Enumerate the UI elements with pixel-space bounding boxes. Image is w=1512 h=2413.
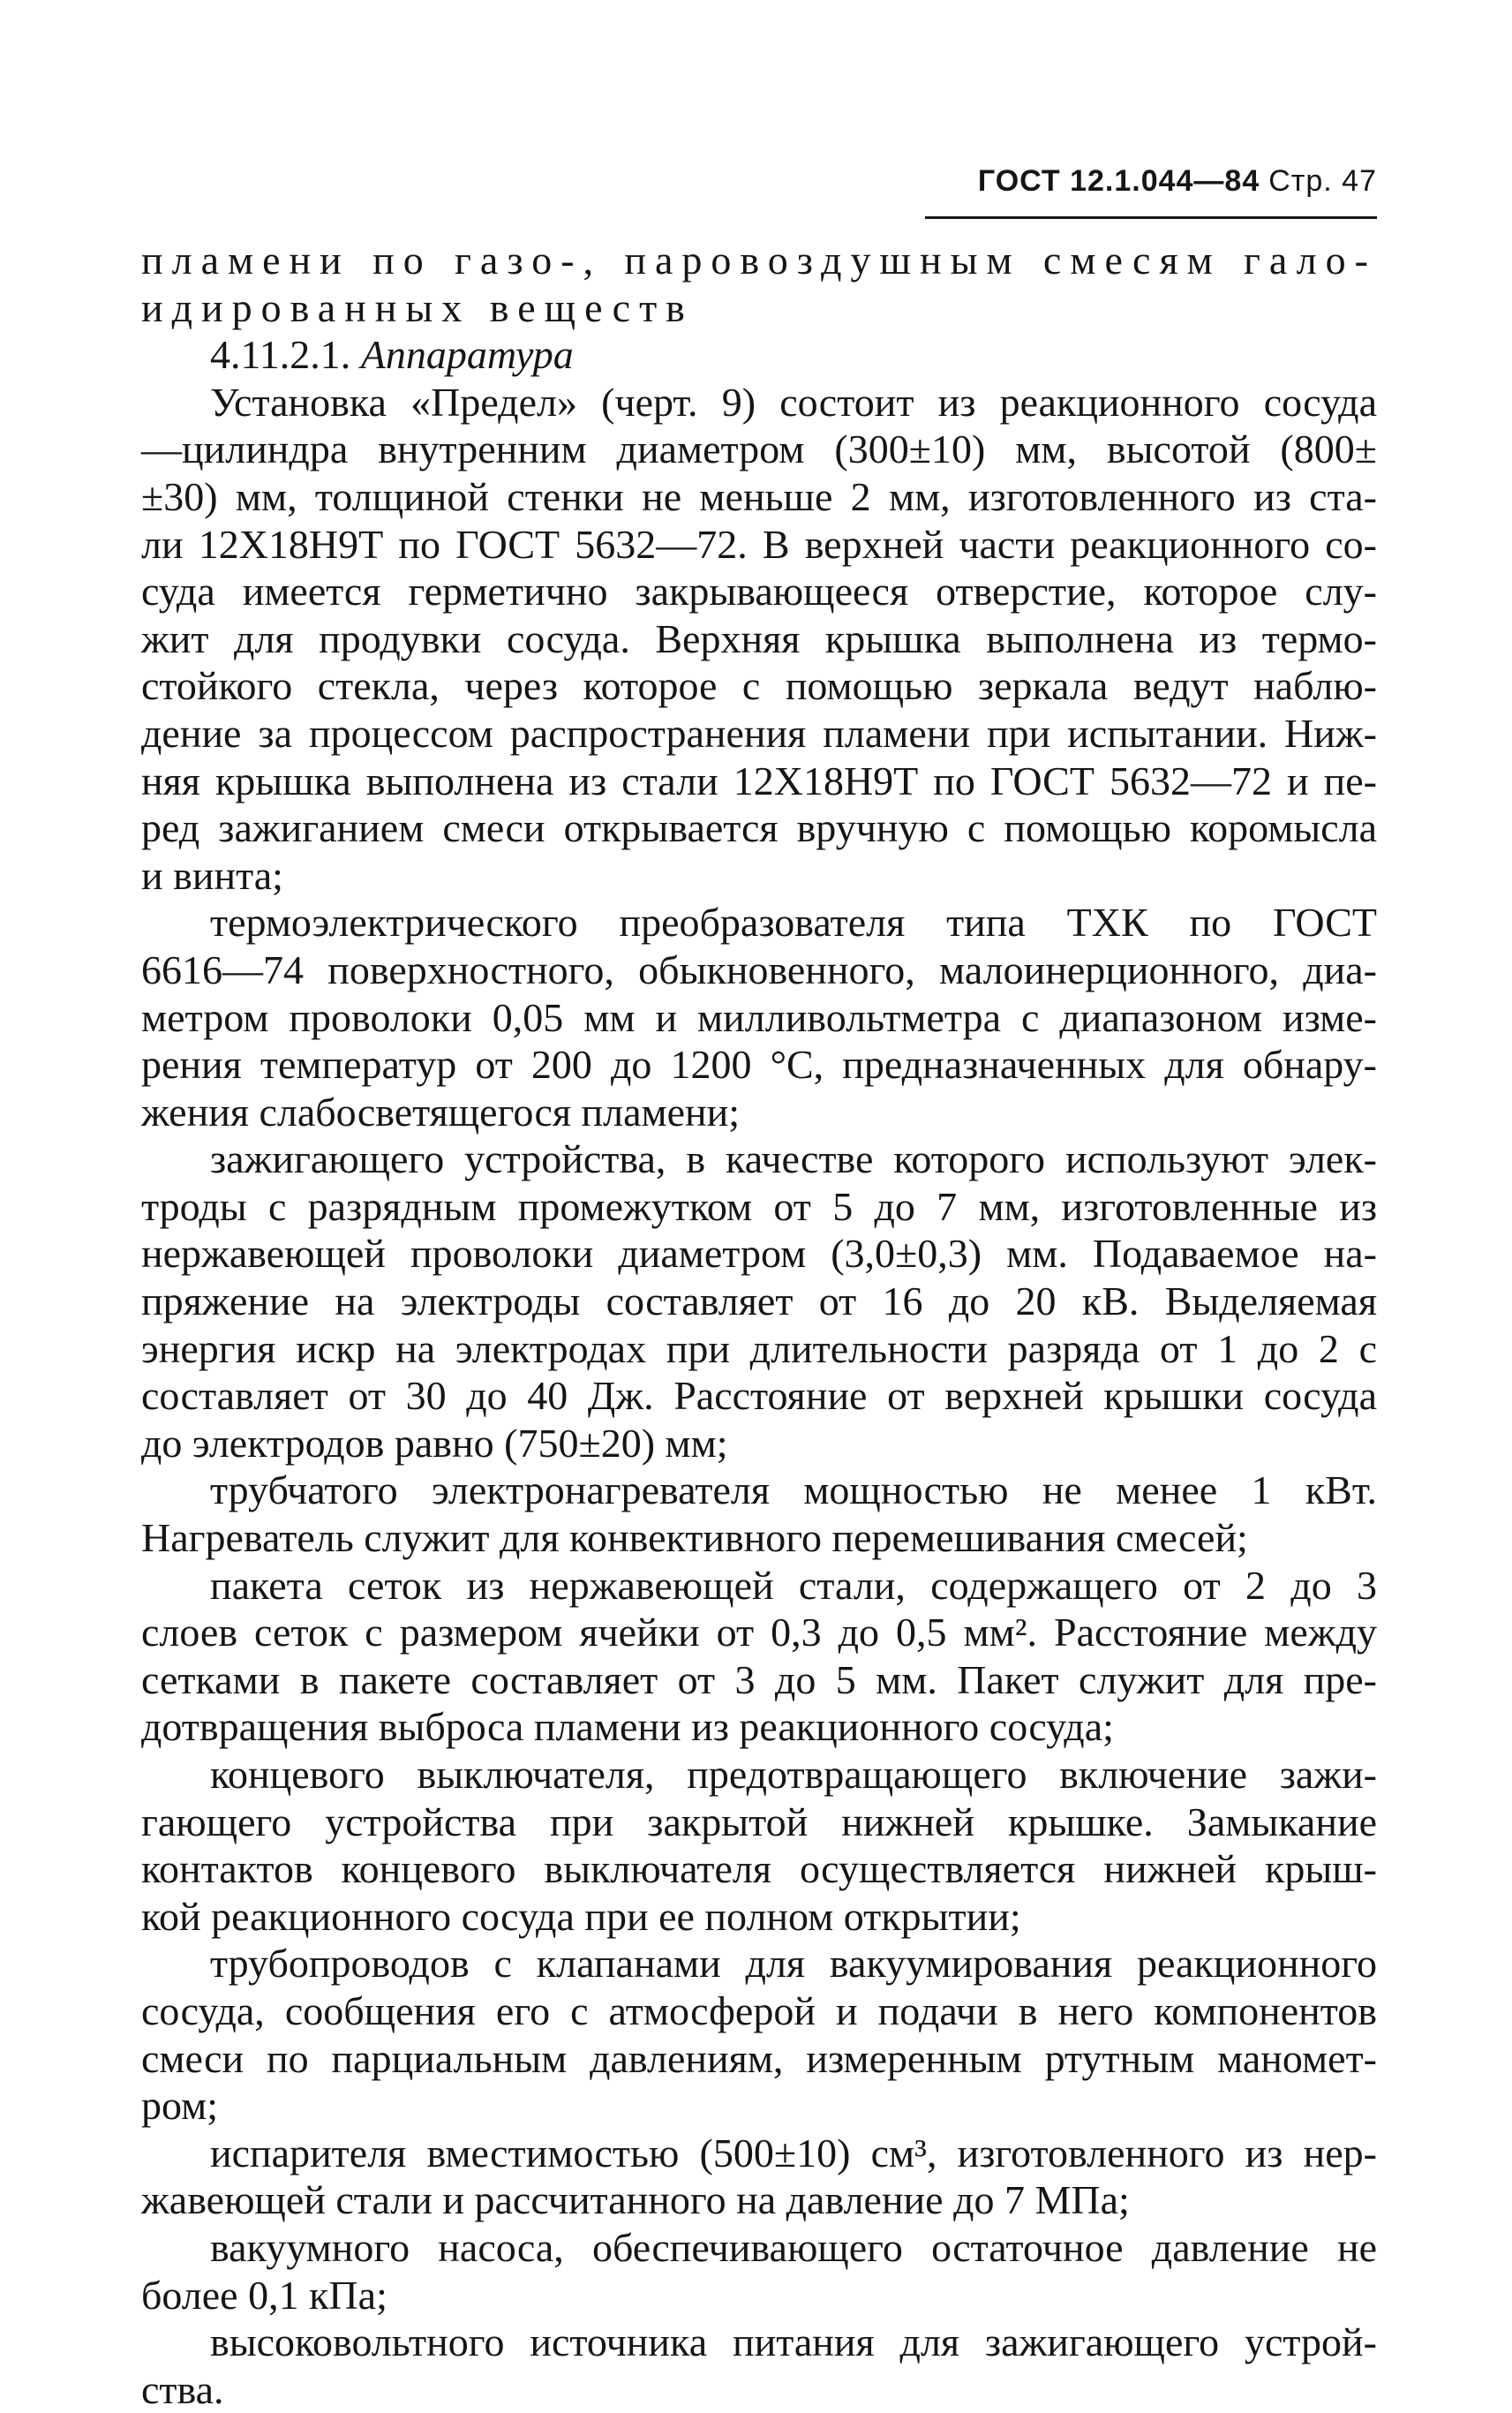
text-line: пряжение на электроды составляет от 16 до 20 кВ. Выделяемая — [141, 1278, 1377, 1324]
text-line: составляет от 30 до 40 Дж. Расстояние от верхней крышки сосуда — [141, 1373, 1377, 1419]
text-line: метром проволоки 0,05 мм и милливольтметра с диапазоном изме- — [141, 994, 1377, 1040]
text-line: ства. — [141, 2366, 224, 2412]
text-line: кой реакционного сосуда при ее полном открытии; — [141, 1893, 1021, 1939]
text-line: рения температур от 200 до 1200 °С, предназначенных для обнару- — [141, 1042, 1377, 1088]
text-line: Нагреватель служит для конвективного перемешивания смесей; — [141, 1515, 1248, 1561]
text-line: пламени по газо-, паровоздушным смесям гало- — [141, 238, 1377, 283]
text-line: трубчатого электронагревателя мощностью не менее 1 кВт. — [210, 1467, 1377, 1513]
text-line: нержавеющей проволоки диаметром (3,0±0,3) мм. Подаваемое на- — [141, 1231, 1377, 1277]
text-line: 6616—74 поверхностного, обыкновенного, малоинерционного, диа- — [141, 946, 1377, 992]
text-line: троды с разрядным промежутком от 5 до 7 мм, изготовленные из — [141, 1183, 1377, 1229]
text-line: жит для продувки сосуда. Верхняя крышка выполнена из термо- — [141, 615, 1377, 661]
text-line: зажигающего устройства, в качестве которого используют элек- — [210, 1136, 1377, 1182]
section-number: 4.11.2.1. — [210, 332, 351, 378]
text-line: стойкого стекла, через которое с помощью зеркала ведут наблю- — [141, 663, 1377, 709]
standard-number: ГОСТ 12.1.044—84 — [977, 164, 1260, 198]
text-line: трубопроводов с клапанами для вакуумирования реакционного — [210, 1941, 1377, 1987]
header-rule — [925, 216, 1377, 219]
body-text — [141, 237, 1377, 2413]
text-line: контактов концевого выключателя осуществляется нижней крыш- — [141, 1846, 1377, 1892]
text-line: —цилиндра внутренним диаметром (300±10) мм, высотой (800± — [141, 426, 1377, 472]
text-line: энергия искр на электродах при длительности разряда от 1 до 2 с — [141, 1325, 1377, 1371]
text-line: жавеющей стали и рассчитанного на давление до 7 МПа; — [141, 2177, 1130, 2223]
section-title: Аппаратура — [360, 332, 574, 378]
text-line: дотвращения выброса пламени из реакционного сосуда; — [141, 1704, 1114, 1750]
text-line: вакуумного насоса, обеспечивающего остаточное давление не — [210, 2224, 1377, 2270]
text-line: высоковольтного источника питания для зажигающего устрой- — [210, 2319, 1377, 2365]
text-line: до электродов равно (750±20) мм; — [141, 1420, 728, 1466]
text-line: Установка «Предел» (черт. 9) состоит из реакционного сосуда — [210, 379, 1377, 425]
section-heading — [141, 331, 1377, 379]
page-number: Стр. 47 — [1268, 164, 1377, 198]
text-line: идированных веществ — [141, 284, 694, 330]
text-line: концевого выключателя, предотвращающего включение зажи- — [210, 1752, 1377, 1797]
text-line: сетками в пакете составляет от 3 до 5 мм. Пакет служит для пре- — [141, 1656, 1377, 1702]
text-line: ±30) мм, толщиной стенки не меньше 2 мм, изготовленного из ста- — [141, 473, 1377, 519]
text-line: гающего устройства при закрытой нижней крышке. Замыкание — [141, 1798, 1377, 1844]
text-line: слоев сеток с размером ячейки от 0,3 до 0,5 мм². Расстояние между — [141, 1610, 1377, 1655]
text-line: няя крышка выполнена из стали 12Х18Н9Т по ГОСТ 5632—72 и пе- — [141, 758, 1377, 803]
text-line: ли 12Х18Н9Т по ГОСТ 5632—72. В верхней части реакционного со- — [141, 521, 1377, 567]
text-line: ред зажиганием смеси открывается вручную с помощью коромысла — [141, 805, 1377, 851]
text-line: дение за процессом распространения пламени при испытании. Ниж- — [141, 710, 1377, 756]
page-header — [971, 164, 1377, 199]
text-line: сосуда, сообщения его с атмосферой и подачи в него компонентов — [141, 1987, 1377, 2033]
text-line: суда имеется герметично закрывающееся отверстие, которое слу- — [141, 569, 1377, 615]
text-line: смеси по парциальным давлениям, измеренным ртутным маномет- — [141, 2035, 1377, 2081]
text-line: и винта; — [141, 852, 283, 898]
text-line: термоэлектрического преобразователя типа ТХК по ГОСТ — [210, 900, 1377, 946]
text-line: более 0,1 кПа; — [141, 2272, 387, 2318]
text-line: жения слабосветящегося пламени; — [141, 1089, 741, 1135]
text-line: ром; — [141, 2083, 219, 2129]
text-line: пакета сеток из нержавеющей стали, содержащего от 2 до 3 — [210, 1562, 1377, 1608]
text-line: испарителя вместимостью (500±10) см³, изготовленного из нер- — [210, 2130, 1377, 2175]
